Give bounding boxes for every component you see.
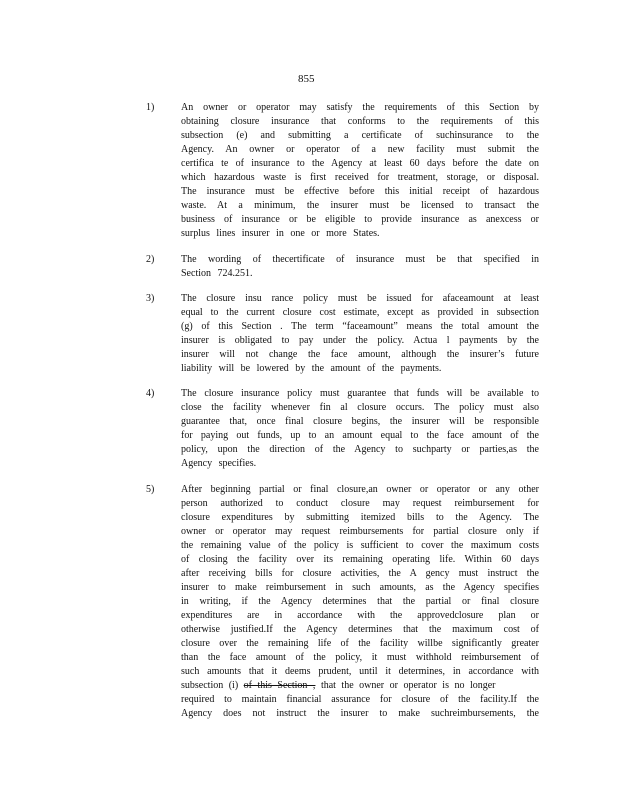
line-text: subsection (i) — [181, 680, 244, 691]
text-line: than the face amount of the policy, it must withhold reimbursement of — [181, 652, 539, 663]
text-line: Agency specifies. — [181, 458, 257, 469]
text-line: closure over the remaining life of the facility willbe significantly greater — [181, 638, 539, 649]
paragraph-4 — [181, 387, 539, 471]
text-line: After beginning partial or final closure,an owner or operator or any other — [181, 484, 539, 495]
text-line: insurer to make reimbursement in such amounts, as the Agency specifies — [181, 582, 539, 593]
text-line: certifica te of insurance to the Agency at least 60 days before the date on — [181, 158, 539, 169]
text-line: Section 724.251. — [181, 268, 253, 279]
text-line: the remaining value of the policy is sufficient to cover the maximum costs — [181, 540, 539, 551]
text-line: guarantee that, once final closure begins, the insurer will be responsible — [181, 416, 539, 427]
text-line: otherwise justified.If the Agency determines that the maximum cost of — [181, 624, 539, 635]
text-line: (g) of this Section . The term “faceamount” means the total amount the — [181, 321, 539, 332]
text-line: surplus lines insurer in one or more States. — [181, 228, 380, 239]
text-line: The wording of thecertificate of insurance must be that specified in — [181, 254, 539, 265]
deleted-text: of this Section , — [243, 680, 316, 691]
text-line: close the facility whenever fin al closure occurs. The policy must also — [181, 402, 539, 413]
item-number: 1) — [146, 102, 155, 113]
text-line: liability will be lowered by the amount of the payments. — [181, 363, 442, 374]
text-line: insurer will not change the face amount, although the insurer’s future — [181, 349, 539, 360]
text-line: in writing, if the Agency determines that the partial or final closure — [181, 596, 539, 607]
text-line: Agency does not instruct the insurer to make suchreimbursements, the — [181, 708, 539, 719]
text-line: expenditures are in accordance with the approvedclosure plan or — [181, 610, 539, 621]
text-line: person authorized to conduct closure may request reimbursement for — [181, 498, 539, 509]
paragraph-5 — [181, 483, 539, 721]
text-line: An owner or operator may satisfy the requirements of this Section by — [181, 102, 539, 113]
paragraph-1 — [181, 101, 539, 241]
text-line: subsection (e) and submitting a certificate of suchinsurance to the — [181, 130, 539, 141]
text-line: insurer is obligated to pay under the policy. Actua l payments by the — [181, 335, 539, 346]
text-line: business of insurance or be eligible to provide insurance as anexcess or — [181, 214, 539, 225]
text-line: policy, upon the direction of the Agency to suchparty or parties,as the — [181, 444, 539, 455]
text-line: Agency. An owner or operator of a new facility must submit the — [181, 144, 539, 155]
page-number: 855 — [298, 73, 315, 85]
item-number: 3) — [146, 293, 155, 304]
text-line: waste. At a minimum, the insurer must be licensed to transact the — [181, 200, 539, 211]
text-line: equal to the current closure cost estimate, except as provided in subsection — [181, 307, 539, 318]
text-line: required to maintain financial assurance for closure of the facility.If the — [181, 694, 539, 705]
text-line: such amounts that it deems prudent, until it determines, in accordance with — [181, 666, 539, 677]
text-line: obtaining closure insurance that conforms to the requirements of this — [181, 116, 539, 127]
item-number: 5) — [146, 484, 155, 495]
text-line: The closure insurance policy must guarantee that funds will be available to — [181, 388, 539, 399]
line-text: that the owner or operator is no longer — [315, 680, 496, 691]
text-line: The insurance must be effective before this initial receipt of hazardous — [181, 186, 539, 197]
text-line: for paying out funds, up to an amount equal to the face amount of the — [181, 430, 539, 441]
text-line: after receiving bills for closure activities, the A gency must instruct the — [181, 568, 539, 579]
text-line: closure expenditures by submitting itemized bills to the Agency. The — [181, 512, 539, 523]
text-line: which hazardous waste is first received for treatment, storage, or disposal. — [181, 172, 539, 183]
text-line: The closure insu rance policy must be issued for afaceamount at least — [181, 293, 539, 304]
text-line: owner or operator may request reimbursements for partial closure only if — [181, 526, 539, 537]
item-number: 2) — [146, 254, 155, 265]
text-line: of closing the facility over its remaining operating life. Within 60 days — [181, 554, 539, 565]
item-number: 4) — [146, 388, 155, 399]
paragraph-3 — [181, 292, 539, 376]
paragraph-2 — [181, 253, 539, 281]
text-line-with-strikethrough — [181, 679, 539, 693]
